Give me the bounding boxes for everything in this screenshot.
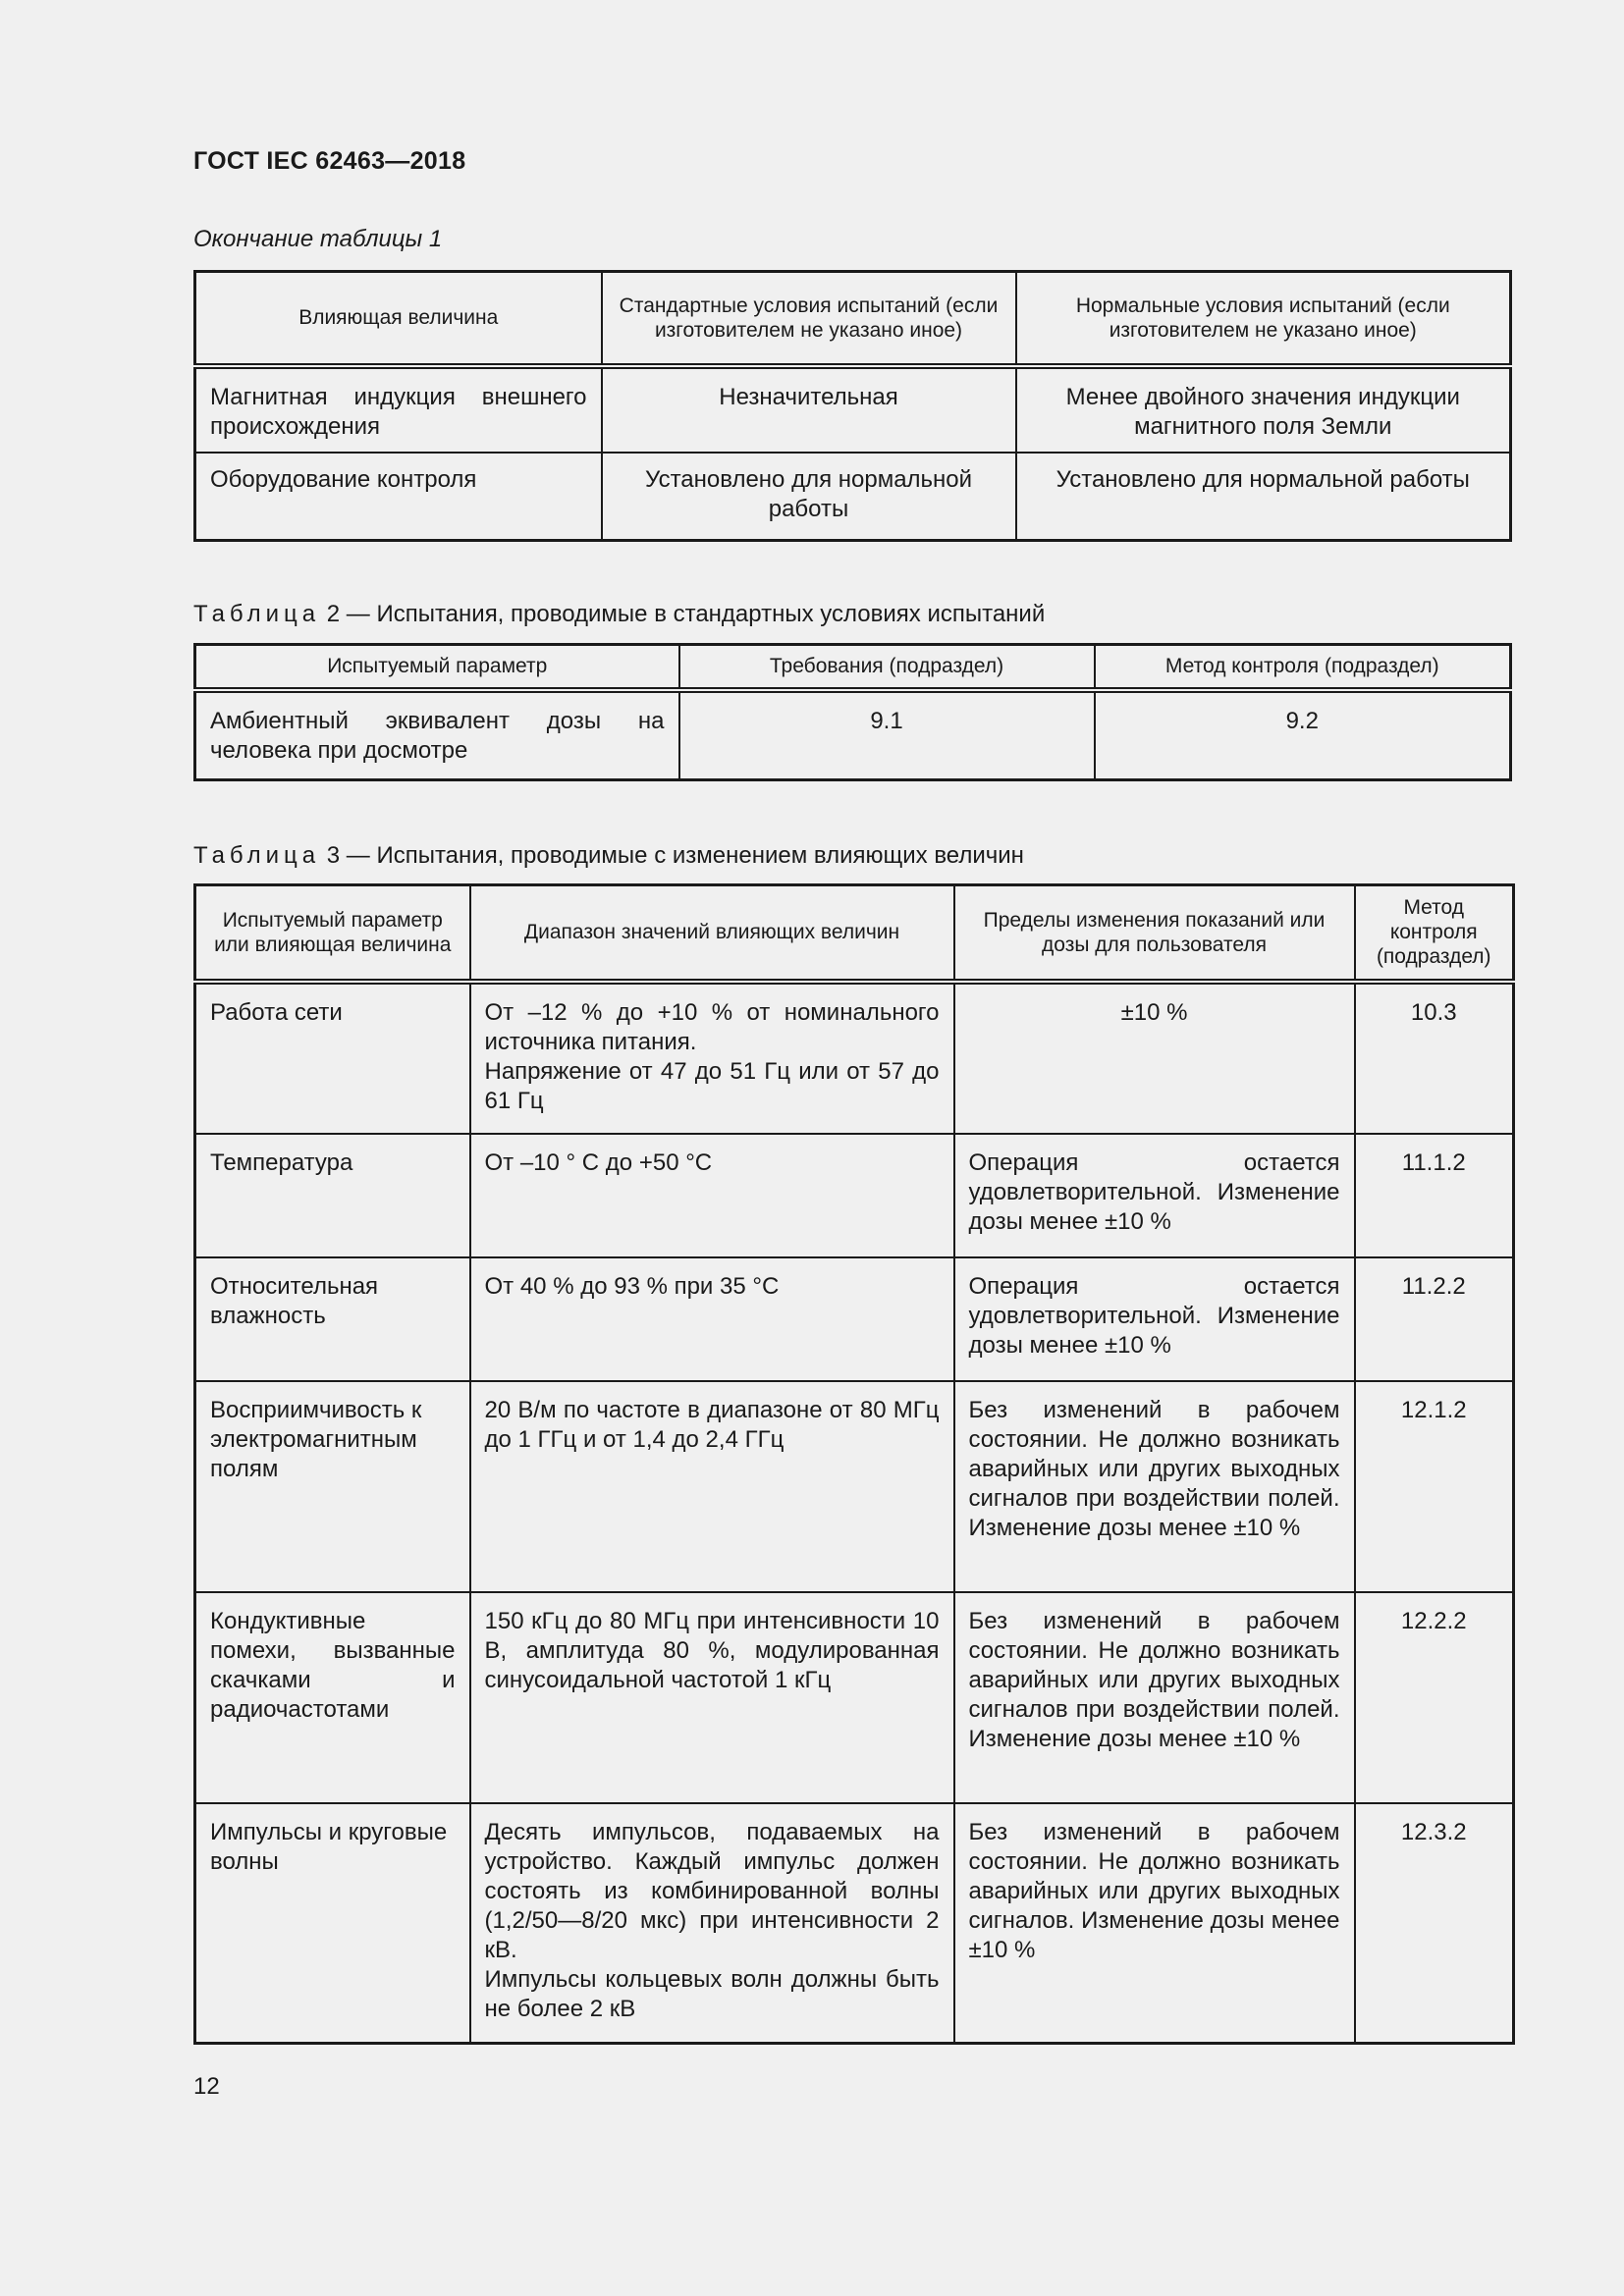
table1-caption: Окончание таблицы 1 <box>193 226 443 252</box>
table3-col-header: Диапазон значений влияющих величин <box>470 885 954 982</box>
table-3 <box>193 883 1515 2045</box>
table-row: Восприимчивость к электромагнитным полям 20 В/м по частоте в диапазоне от 80 МГц до 1 ГГц и от 1,4 до 2,4 ГГц Без изменений в рабочем состоянии. Не должно возникать аварийных или других выходных сигналов при воздействии полей. Изменение дозы менее ±10 % 12.1.2 <box>195 1381 1514 1592</box>
table3-col-header: Испытуемый параметр или влияющая величина <box>195 885 470 982</box>
table-row: Температура От –10 ° С до +50 °С Операция остается удовлетворительной. Изменение дозы менее ±10 % 11.1.2 <box>195 1134 1514 1257</box>
table-row: Относительная влажность От 40 % до 93 % при 35 °С Операция остается удовлетворительной. Изменение дозы менее ±10 % 11.2.2 <box>195 1257 1514 1381</box>
table3-col-header: Метод контроля (подраздел) <box>1355 885 1514 982</box>
table-row: Магнитная индукция внешнего происхождения Незначительная Менее двойного значения индукции магнитного поля Земли <box>195 366 1511 453</box>
table3-col-header: Пределы изменения показаний или дозы для пользователя <box>954 885 1355 982</box>
table3-caption: Таблица 3 — Испытания, проводимые с изменением влияющих величин <box>193 842 1024 869</box>
table1-col-header: Влияющая величина <box>195 272 602 366</box>
table1-col-header: Нормальные условия испытаний (если изготовителем не указано иное) <box>1016 272 1511 366</box>
table1-col-header: Стандартные условия испытаний (если изготовителем не указано иное) <box>602 272 1016 366</box>
table2-col-header: Требования (подраздел) <box>679 645 1095 690</box>
table-row: Амбиентный эквивалент дозы на человека при досмотре 9.1 9.2 <box>195 690 1511 780</box>
page-number: 12 <box>193 2073 220 2100</box>
table-1 <box>193 270 1512 542</box>
standard-title: ГОСТ IEC 62463—2018 <box>193 147 466 175</box>
table2-col-header: Метод контроля (подраздел) <box>1095 645 1511 690</box>
table-row: Работа сети От –12 % до +10 % от номинального источника питания. Напряжение от 47 до 51 Гц или от 57 до 61 Гц ±10 % 10.3 <box>195 982 1514 1134</box>
table-row: Импульсы и круговые волны Десять импульсов, подаваемых на устройство. Каждый импульс должен состоять из комбинированной волны (1,2/50—8/20 мкс) при интенсивности 2 кВ. Импульсы кольцевых волн должны быть не более 2 кВ Без изменений в рабочем состоянии. Не должно возникать аварийных или других выходных сигналов. Изменение дозы менее ±10 % 12.3.2 <box>195 1803 1514 2044</box>
table-row: Оборудование контроля Установлено для нормальной работы Установлено для нормальной работы <box>195 453 1511 541</box>
table-2 <box>193 643 1512 781</box>
table2-col-header: Испытуемый параметр <box>195 645 679 690</box>
table2-caption: Таблица 2 — Испытания, проводимые в стандартных условиях испытаний <box>193 601 1046 627</box>
table-row: Кондуктивные помехи, вызванные скачками и радиочастотами 150 кГц до 80 МГц при интенсивности 10 В, амплитуда 80 %, модулированная синусоидальной частотой 1 кГц Без изменений в рабочем состоянии. Не должно возникать аварийных или других выходных сигналов при воздействии полей. Изменение дозы менее ±10 % 12.2.2 <box>195 1592 1514 1803</box>
